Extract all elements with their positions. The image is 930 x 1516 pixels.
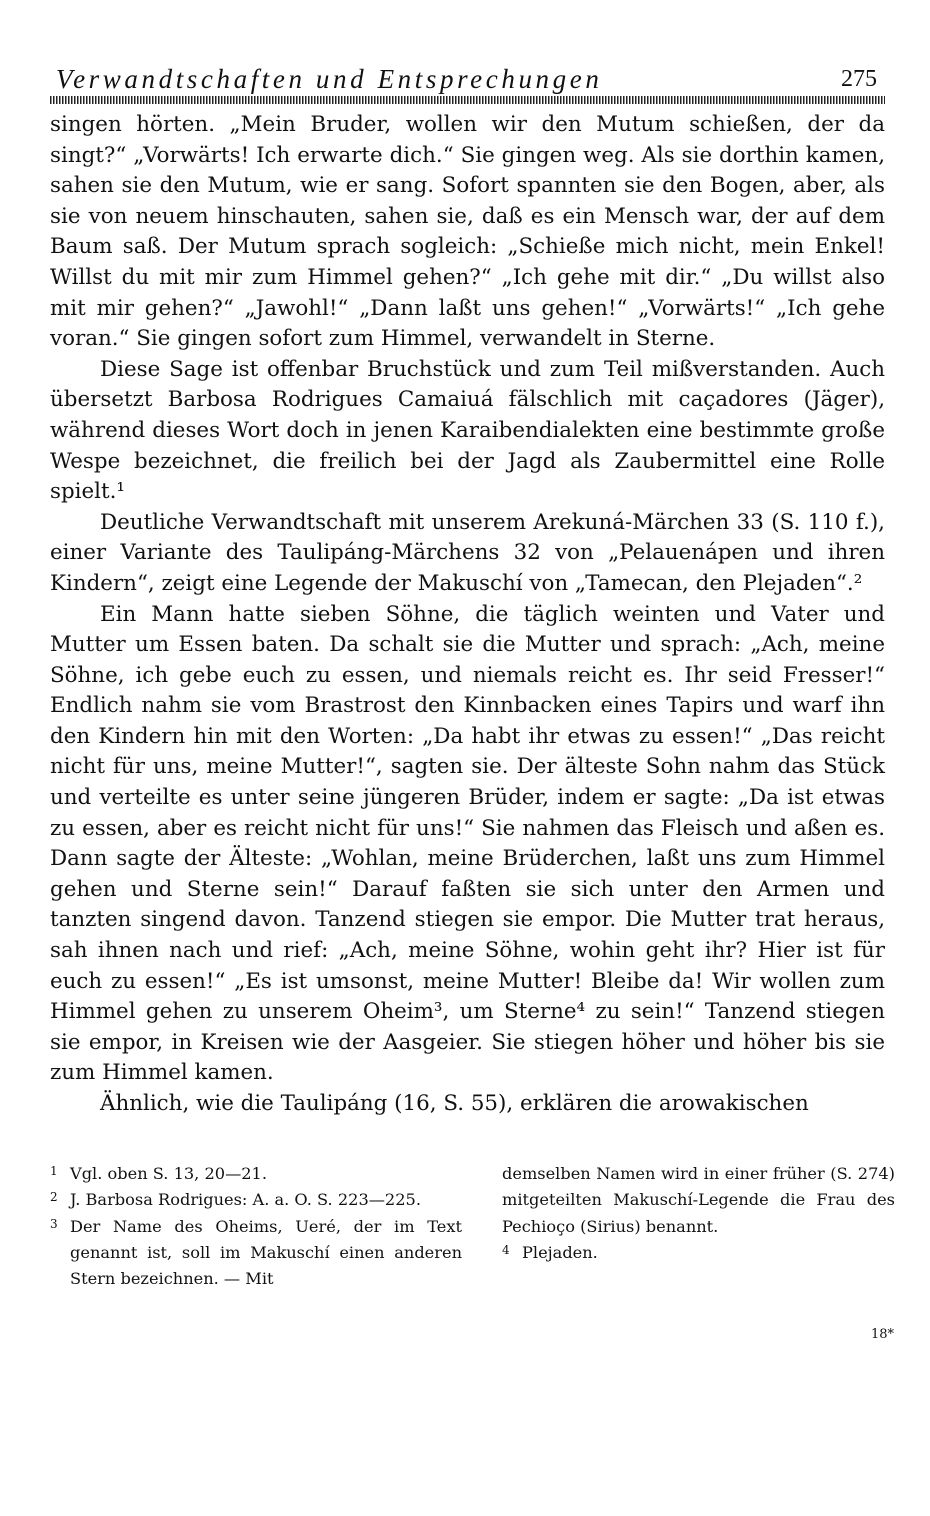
paragraph: Diese Sage ist offenbar Bruchstück und zum Teil mißverstanden. Auch übersetzt Barbosa Rodrigues Camaiuá fälschlich mit caçadores (Jäger), während dieses Wort doch in jenen Karaibendialekten eine bestimmte große Wespe bezeichnet, die freilich bei der Jagd als Zaubermittel eine Rolle spielt.¹ xyxy=(50,356,885,505)
footnote-text: Vgl. oben S. 13, 20—21. xyxy=(70,1164,268,1183)
paragraph: Deutliche Verwandtschaft mit unserem Arekuná-Märchen 33 (S. 110 f.), einer Variante des Taulipáng-Märchens 32 von „Pelauenápen und ihren Kindern“, zeigt eine Legende der Makuschí von „Tamecan, den Plejaden“.² xyxy=(50,509,885,596)
running-title: Verwandtschaften und Entsprechungen xyxy=(56,64,603,94)
signature-mark: 18* xyxy=(870,1327,894,1342)
footnote-text: J. Barbosa Rodrigues: A. a. O. S. 223—225. xyxy=(70,1190,421,1210)
paragraph: Ähnlich, wie die Taulipáng (16, S. 55), erklären die arowakischen xyxy=(100,1091,809,1116)
footnote-mark: 1 xyxy=(50,1164,58,1178)
page-number: 275 xyxy=(841,66,877,92)
footnotes-right-column xyxy=(502,1161,895,1292)
footnote-text: Plejaden. xyxy=(522,1242,598,1262)
footnote-text: Der Name des Oheims, Ueré, der im Text genannt ist, soll im Makuschí einen anderen Stern bezeichnen. — Mit xyxy=(70,1216,462,1289)
footnote xyxy=(502,1240,895,1266)
footnote xyxy=(50,1187,462,1213)
footnote-continuation: demselben Namen wird in einer früher (S. 274) mitgeteilten Makuschí-Legende die Frau des Pechioço (Sirius) benannt. xyxy=(502,1164,895,1236)
page-header xyxy=(50,62,885,106)
footnote xyxy=(50,1161,462,1187)
footnote-mark: 2 xyxy=(50,1190,58,1205)
paragraph: Ein Mann hatte sieben Söhne, die täglich weinten und Vater und Mutter um Essen baten. Da schalt sie die Mutter und sprach: „Ach, meine Söhne, ich gebe euch zu essen, und niemals reicht es. Ihr seid Fresser!“ Endlich nahm sie vom Brastrost den Kinnbacken eines Tapirs und warf ihn den Kindern hin mit den Worten: „Da habt ihr etwas zu essen!“ „Das reicht nicht für uns, meine Mutter!“, sagten sie. Der älteste Sohn nahm das Stück und verteilte es unter seine jüngeren Brüder, indem er sagte: „Da ist etwas zu essen, aber es reicht nicht für uns!“ Sie nahmen das Fleisch und aßen es. Dann sagte der Älteste: „Wohlan, meine Brüderchen, laßt uns zum Himmel gehen und Sterne sein!“ Darauf faßten sie sich unter den Armen und tanzten singend davon. Tanzend stiegen sie empor. Die Mutter trat heraus, sah ihnen nach und rief: „Ach, meine Söhne, wohin geht ihr? Hier ist für euch zu essen!“ „Es ist umsonst, meine Mutter! Bleibe da! Wir wollen zum Himmel gehen zu unserem Oheim³, um Sterne⁴ zu sein!“ Tanzend stiegen sie empor, in Kreisen wie der Aasgeier. Sie stiegen höher und höher bis sie zum Himmel kamen. xyxy=(50,601,885,1086)
footnote-mark: 4 xyxy=(502,1242,510,1257)
body-text xyxy=(50,110,885,1120)
paragraph: singen hörten. „Mein Bruder, wollen wir den Mutum schießen, der da singt?“ „Vorwärts! Ich erwarte dich.“ Sie gingen weg. Als sie dorthin kamen, sahen sie den Mutum, wie er sang. Sofort spannten sie den Bogen, aber, als sie von neuem hinschauten, sahen sie, daß es ein Mensch war, der auf dem Baum saß. Der Mutum sprach sogleich: „Schieße mich nicht, mein Enkel! Willst du mit mir zum Himmel gehen?“ „Ich gehe mit dir.“ „Du willst also mit mir gehen?“ „Jawohl!“ „Dann laßt uns gehen!“ „Vorwärts!“ „Ich gehe voran.“ Sie gingen sofort zum Himmel, verwandelt in Sterne. xyxy=(50,112,885,352)
header-rule xyxy=(50,96,885,104)
footnotes xyxy=(50,1161,895,1292)
footnotes-left-column xyxy=(50,1161,462,1292)
footnote xyxy=(50,1214,462,1293)
footnote-mark: 3 xyxy=(50,1216,58,1231)
